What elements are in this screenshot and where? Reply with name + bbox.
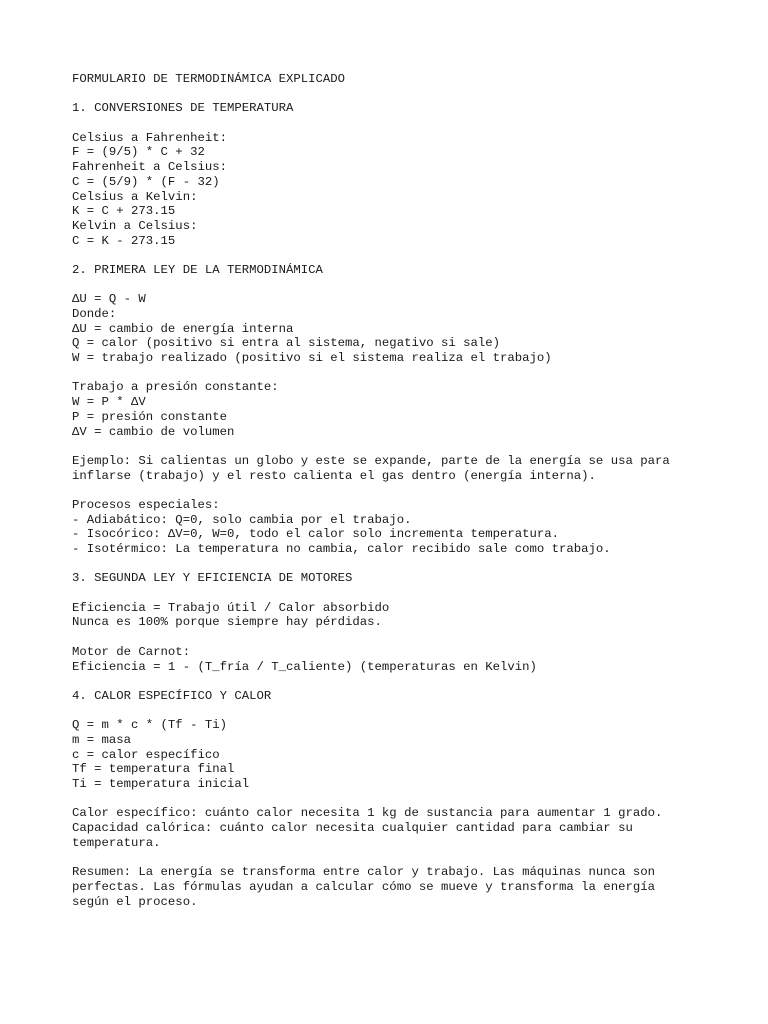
paragraph-block — [72, 601, 712, 630]
text-line: F = (9/5) * C + 32 — [72, 145, 205, 160]
paragraph-block — [72, 292, 712, 365]
text-line: m = masa — [72, 732, 132, 747]
document-title: FORMULARIO DE TERMODINÁMICA EXPLICADO — [72, 72, 346, 86]
section-heading: 2. PRIMERA LEY DE LA TERMODINÁMICA — [72, 262, 323, 277]
paragraph-block — [72, 131, 712, 249]
text-line: Q = m * c * (Tf - Ti) — [72, 718, 227, 733]
blank-line — [72, 116, 712, 131]
section-1 — [72, 101, 712, 263]
text-line: Fahrenheit a Celsius: — [72, 160, 227, 175]
text-line: Procesos especiales: — [72, 497, 220, 512]
text-line: W = trabajo realizado (positivo si el sistema realiza el trabajo) — [72, 351, 552, 366]
blank-line — [72, 674, 712, 689]
blank-line — [72, 87, 712, 102]
document-body — [72, 101, 712, 909]
blank-line — [72, 704, 712, 719]
section-heading: 1. CONVERSIONES DE TEMPERATURA — [72, 101, 294, 116]
text-line: Motor de Carnot: — [72, 644, 191, 659]
text-line: Capacidad calórica: cuánto calor necesita cualquier cantidad para cambiar su — [72, 821, 633, 836]
paragraph-block — [72, 865, 712, 909]
blank-line — [72, 439, 712, 454]
text-line: - Isocórico: ΔV=0, W=0, todo el calor solo incrementa temperatura. — [72, 527, 560, 542]
paragraph-block — [72, 380, 712, 439]
text-line: Tf = temperatura final — [72, 762, 235, 777]
paragraph-block — [72, 806, 712, 850]
text-line: Ti = temperatura inicial — [72, 777, 250, 791]
paragraph-block — [72, 718, 712, 791]
text-line: Eficiencia = 1 - (T_fría / T_caliente) (temperaturas en Kelvin) — [72, 659, 537, 674]
text-line: c = calor específico — [72, 747, 220, 762]
blank-line — [72, 557, 712, 572]
blank-line — [72, 483, 712, 498]
blank-line — [72, 278, 712, 293]
text-line: - Isotérmico: La temperatura no cambia, calor recibido sale como trabajo. — [72, 542, 611, 556]
blank-line — [72, 586, 712, 601]
text-line: Nunca es 100% porque siempre hay pérdidas. — [72, 615, 382, 630]
section-heading: 4. CALOR ESPECÍFICO Y CALOR — [72, 688, 272, 703]
text-line: Donde: — [72, 307, 117, 321]
text-line: Resumen: La energía se transforma entre calor y trabajo. Las máquinas nunca son — [72, 865, 655, 880]
text-line: perfectas. Las fórmulas ayudan a calcular cómo se mueve y transforma la energía — [72, 879, 655, 894]
blank-line — [72, 366, 712, 381]
text-line: Calor específico: cuánto calor necesita 1 kg de sustancia para aumentar 1 grado. — [72, 806, 663, 821]
text-line: inflarse (trabajo) y el resto calienta el gas dentro (energía interna). — [72, 468, 596, 483]
text-line: Eficiencia = Trabajo útil / Calor absorbido — [72, 600, 390, 615]
paragraph-block — [72, 645, 712, 674]
text-line: W = P * ΔV — [72, 395, 146, 410]
text-line: C = (5/9) * (F - 32) — [72, 174, 220, 189]
text-line: - Adiabático: Q=0, solo cambia por el trabajo. — [72, 512, 412, 527]
text-line: temperatura. — [72, 835, 161, 850]
text-line: K = C + 273.15 — [72, 204, 176, 219]
text-line: según el proceso. — [72, 894, 198, 909]
document-page — [72, 72, 712, 909]
section-2 — [72, 263, 712, 571]
text-line: ΔV = cambio de volumen — [72, 424, 235, 439]
blank-line — [72, 850, 712, 865]
text-line: Kelvin a Celsius: — [72, 218, 198, 233]
blank-line — [72, 792, 712, 807]
text-line: Celsius a Fahrenheit: — [72, 130, 227, 145]
blank-line — [72, 630, 712, 645]
text-line: Trabajo a presión constante: — [72, 380, 279, 395]
text-line: C = K - 273.15 — [72, 233, 176, 248]
text-line: Ejemplo: Si calientas un globo y este se expande, parte de la energía se usa para — [72, 453, 670, 468]
text-line: ΔU = cambio de energía interna — [72, 321, 294, 336]
text-line: P = presión constante — [72, 409, 227, 424]
section-3 — [72, 571, 712, 689]
paragraph-block — [72, 498, 712, 557]
section-heading: 3. SEGUNDA LEY Y EFICIENCIA DE MOTORES — [72, 571, 353, 586]
paragraph-block — [72, 454, 712, 483]
blank-line — [72, 248, 712, 263]
text-line: ΔU = Q - W — [72, 292, 146, 307]
text-line: Q = calor (positivo si entra al sistema, negativo si sale) — [72, 336, 501, 351]
section-4 — [72, 689, 712, 909]
text-line: Celsius a Kelvin: — [72, 189, 198, 204]
